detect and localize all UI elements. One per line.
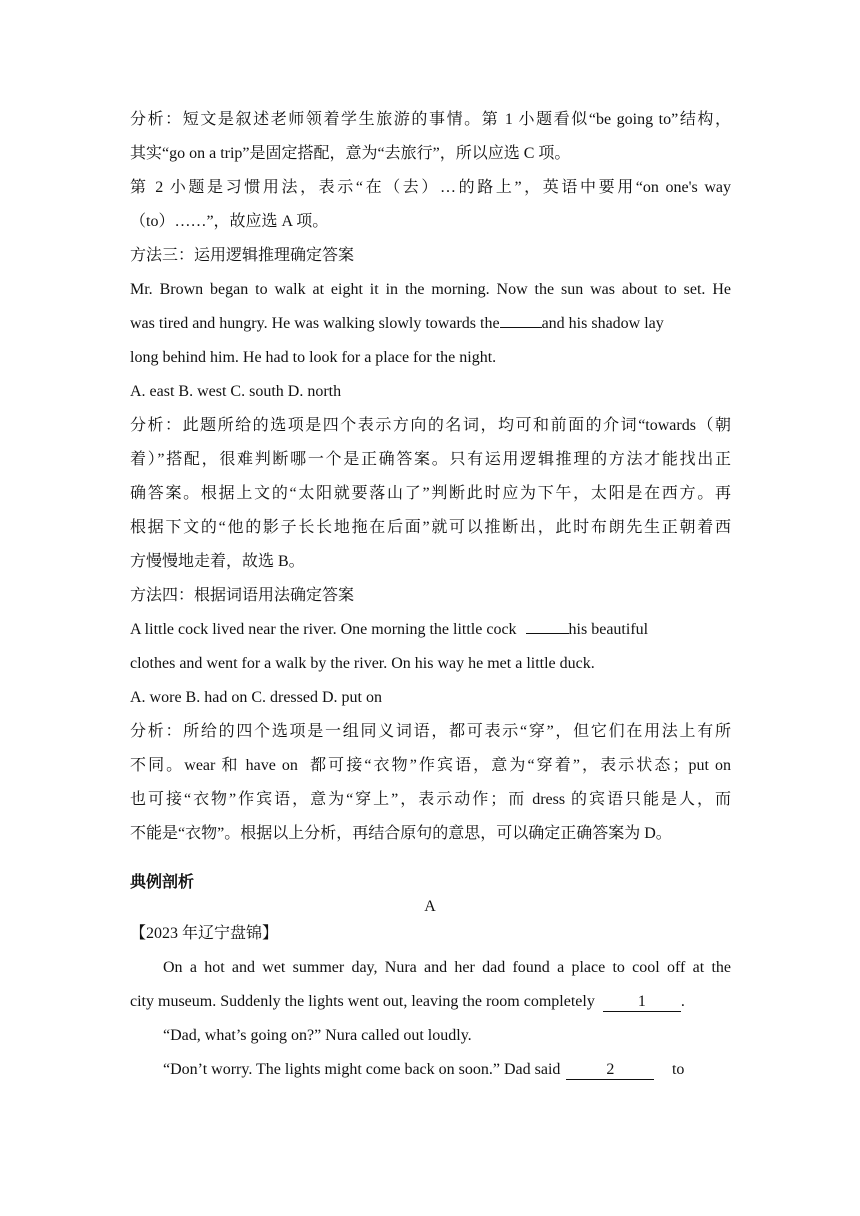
analysis-line-2: 其实“go on a trip”是固定搭配，意为“去旅行”，所以应选 C 项。 <box>130 145 571 162</box>
section-title: 典例剖析 <box>130 874 195 891</box>
nura-p3-line-1 <box>163 1059 684 1081</box>
options-line-1: A. east B. west C. south D. north <box>130 383 342 400</box>
analysis3-line-2: 不同。wear 和 have on 都可接“衣物”作宾语，意为“穿着”，表示状态；put on <box>130 757 731 774</box>
cock-line-1-before: A little cock lived near the river. One morning the little cock <box>130 621 521 638</box>
analysis-line-1: 分析：短文是叙述老师领着学生旅游的事情。第 1 小题看似“be going to”结构， <box>130 111 731 128</box>
source-tag: 【2023 年辽宁盘锦】 <box>130 925 279 942</box>
analysis-line-4: （to）……”，故应选 A 项。 <box>130 213 329 230</box>
nura-p2: “Dad, what’s going on?” Nura called out loudly. <box>163 1027 472 1044</box>
mr-brown-line-2-before: was tired and hungry. He was walking slowly towards the <box>130 315 500 332</box>
mr-brown-line-2 <box>130 313 664 335</box>
analysis2-line-1: 分析：此题所给的选项是四个表示方向的名词，均可和前面的介词“towards（朝 <box>130 417 731 434</box>
nura-p1-line-2-after: . <box>680 993 685 1010</box>
cock-line-2: clothes and went for a walk by the river. On his way he met a little duck. <box>130 655 595 672</box>
answer-blank <box>526 633 569 634</box>
mr-brown-line-3: long behind him. He had to look for a place for the night. <box>130 349 497 366</box>
answer-blank-1: 1 <box>603 993 681 1012</box>
analysis2-line-5: 方慢慢地走着，故选 B。 <box>130 553 305 570</box>
method-three-heading: 方法三：运用逻辑推理确定答案 <box>130 247 355 264</box>
answer-blank <box>500 327 542 328</box>
analysis-line-3: 第 2 小题是习惯用法，表示“在（去）…的路上”，英语中要用“on one's way <box>130 179 731 196</box>
analysis3-line-1: 分析：所给的四个选项是一组同义词语，都可表示“穿”，但它们在用法上有所 <box>130 723 731 740</box>
method-four-heading: 方法四：根据词语用法确定答案 <box>130 587 355 604</box>
options-line-2: A. wore B. had on C. dressed D. put on <box>130 689 382 706</box>
nura-p1-line-2-before: city museum. Suddenly the lights went out, leaving the room completely <box>130 993 599 1010</box>
answer-blank-2: 2 <box>566 1061 654 1080</box>
mr-brown-line-1: Mr. Brown began to walk at eight it in the morning. Now the sun was about to set. He <box>130 281 731 298</box>
passage-label: A <box>424 898 436 915</box>
analysis2-line-4: 根据下文的“他的影子长长地拖在后面”就可以推断出，此时布朗先生正朝着西 <box>130 519 731 536</box>
nura-p3-before: “Don’t worry. The lights might come back on soon.” Dad said <box>163 1061 565 1078</box>
cock-line-1 <box>130 619 648 641</box>
analysis3-line-4: 不能是“衣物”。根据以上分析，再结合原句的意思，可以确定正确答案为 D。 <box>130 825 672 842</box>
mr-brown-line-2-after: and his shadow lay <box>541 315 664 332</box>
nura-p3-after: to <box>667 1061 685 1078</box>
nura-p1-line-1: On a hot and wet summer day, Nura and her dad found a place to cool off at the <box>163 959 731 976</box>
analysis3-line-3: 也可接“衣物”作宾语，意为“穿上”，表示动作；而 dress 的宾语只能是人，而 <box>130 791 731 808</box>
nura-p1-line-2 <box>130 991 685 1013</box>
cock-line-1-after: his beautiful <box>568 621 649 638</box>
analysis2-line-3: 确答案。根据上文的“太阳就要落山了”判断此时应为下午，太阳是在西方。再 <box>130 485 731 502</box>
analysis2-line-2: 着）”搭配，很难判断哪一个是正确答案。只有运用逻辑推理的方法才能找出正 <box>130 451 731 468</box>
